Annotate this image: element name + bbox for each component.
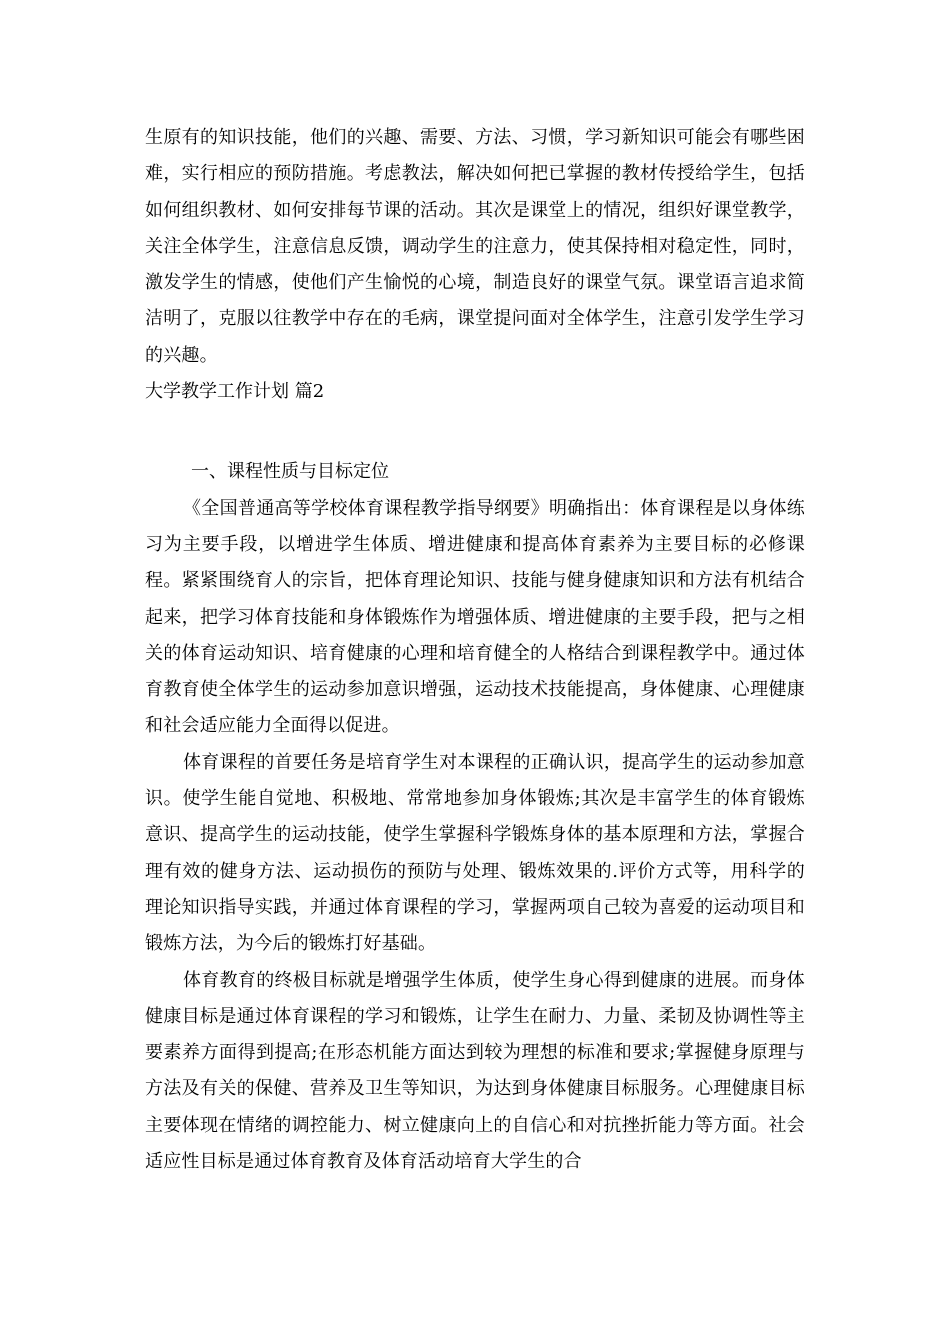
body-paragraph-3: 体育教育的终极目标就是增强学生体质，使学生身心得到健康的进展。而身体健康目标是通过体育课程的学习和锻炼，让学生在耐力、力量、柔韧及协调性等主要素养方面得到提高;在形态机能方面达到较为理想的标准和要求;掌握健身原理与方法及有关的保健、营养及卫生等知识，为达到身体健康目标服务。心理健康目标主要体现在情绪的调控能力、树立健康向上的自信心和对抗挫折能力等方面。社会适应性目标是通过体育教育及体育活动培育大学生的合: [145, 969, 805, 1173]
subheading: 一、课程性质与目标定位: [191, 461, 389, 483]
body-paragraph-2: 体育课程的首要任务是培育学生对本课程的正确认识，提高学生的运动参加意识。使学生能自觉地、积极地、常常地参加身体锻炼;其次是丰富学生的体育锻炼意识、提高学生的运动技能，使学生掌握科学锻炼身体的基本原理和方法，掌握合理有效的健身方法、运动损伤的预防与处理、锻炼效果的.评价方式等，用科学的理论知识指导实践，并通过体育课程的学习，掌握两项自己较为喜爱的运动项目和锻炼方法，为今后的锻炼打好基础。: [145, 751, 805, 955]
body-paragraph-1: 《全国普通高等学校体育课程教学指导纲要》明确指出：体育课程是以身体练习为主要手段，以增进学生体质、增进健康和提高体育素养为主要目标的必修课程。紧紧围绕育人的宗旨，把体育理论知识、技能与健身健康知识和方法有机结合起来，把学习体育技能和身体锻炼作为增强体质、增进健康的主要手段，把与之相关的体育运动知识、培育健康的心理和培育健全的人格结合到课程教学中。通过体育教育使全体学生的运动参加意识增强，运动技术技能提高，身体健康、心理健康和社会适应能力全面得以促进。: [145, 497, 805, 737]
section-title: 大学教学工作计划 篇2: [145, 381, 325, 403]
continuation-paragraph: 生原有的知识技能，他们的兴趣、需要、方法、习惯，学习新知识可能会有哪些困难，实行相应的预防措施。考虑教法，解决如何把已掌握的教材传授给学生，包括如何组织教材、如何安排每节课的活动。其次是课堂上的情况，组织好课堂教学，关注全体学生，注意信息反馈，调动学生的注意力，使其保持相对稳定性，同时，激发学生的情感，使他们产生愉悦的心境，制造良好的课堂气氛。课堂语言追求简洁明了，克服以往教学中存在的毛病，课堂提问面对全体学生，注意引发学生学习的兴趣。: [145, 127, 805, 366]
section-spacer: [145, 410, 805, 454]
document-body: [145, 120, 805, 1180]
